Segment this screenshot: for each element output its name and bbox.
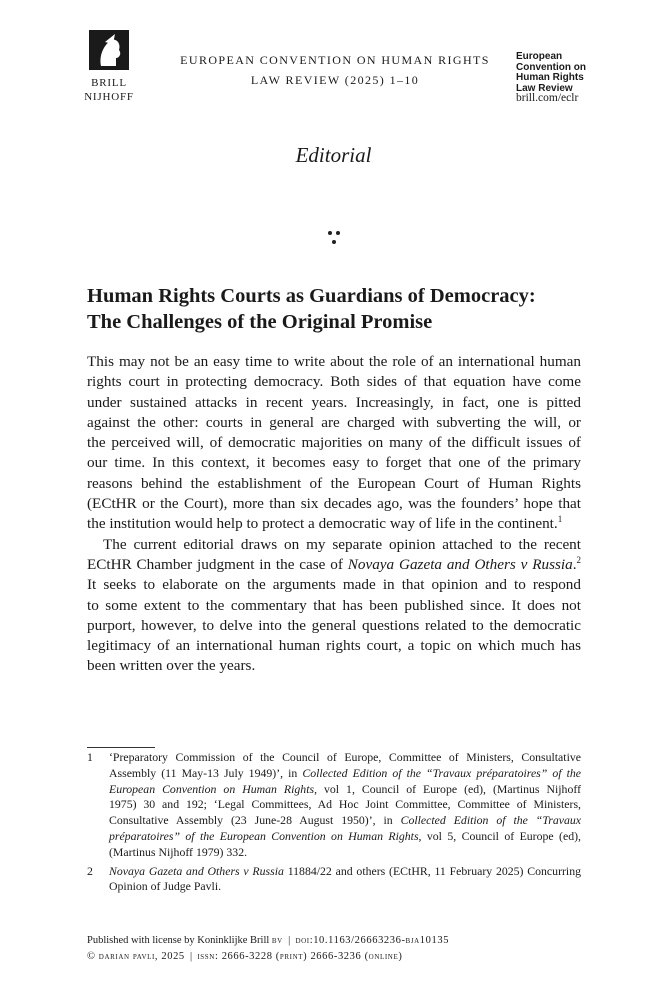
text-line: purport, however, to delve into the general questions related to the democratic bbox=[87, 616, 581, 634]
brand-line: Law Review bbox=[516, 82, 573, 94]
brand-line: European bbox=[516, 51, 563, 62]
section-heading: Editorial bbox=[295, 143, 372, 167]
separator: | bbox=[282, 935, 296, 946]
text-span: Collected Edition of the “Travaux bbox=[400, 813, 581, 828]
text-span: , vol 1, Council of Europe (ed), (Martinus Nijhoff bbox=[314, 781, 582, 796]
footnote-2 bbox=[87, 864, 581, 896]
license-bv: bv bbox=[271, 935, 283, 946]
journal-url[interactable]: brill.com/eclr bbox=[516, 92, 579, 104]
text-line: against the other: courts in general are charged with subverting the will, or bbox=[87, 413, 581, 431]
brill-logo bbox=[89, 30, 129, 70]
text-line: The current editorial draws on my separate opinion attached to the recent bbox=[103, 535, 581, 553]
text-line: to some extent to the commentary that has been published since. It does not bbox=[87, 596, 581, 614]
footnote-1 bbox=[87, 750, 581, 861]
footnote-divider bbox=[87, 747, 155, 748]
paragraph-2 bbox=[87, 535, 581, 677]
text-line: (ECtHR or the Court), more than six decades ago, was the founders’ hope that bbox=[87, 495, 581, 513]
text-line: the perceived will, of democratic majorities on many of the difficult issues of bbox=[87, 434, 581, 452]
text-line: It seeks to elaborate on the arguments made in that opinion and to respond bbox=[87, 576, 581, 594]
doi[interactable]: doi:10.1163/26663236-bja10135 bbox=[295, 935, 450, 946]
text-span: , vol 5, Council of Europe (ed), bbox=[418, 828, 581, 843]
separator: | bbox=[184, 951, 198, 962]
title-line: Human Rights Courts as Guardians of Democracy: bbox=[87, 285, 536, 307]
text-span: préparatoires” of the European Convention on Human Rights bbox=[109, 828, 419, 843]
brand-line: Convention on bbox=[516, 61, 586, 73]
footnote-ref-2[interactable]: 2 bbox=[576, 554, 581, 565]
text-line: reasons behind the establishment of the European Court of Human Rights bbox=[87, 474, 581, 492]
text-span: . bbox=[572, 555, 577, 573]
text-line: been written over the years. bbox=[87, 657, 256, 675]
text-span: Consultative Assembly (23 June-28 August 1950)’, in bbox=[109, 813, 401, 828]
article-body bbox=[87, 352, 581, 677]
text-line: our time. In this context, it becomes easy to forget that one of the primary bbox=[87, 454, 581, 472]
title-line: The Challenges of the Original Promise bbox=[87, 311, 433, 333]
case-name: Novaya Gazeta and Others v Russia bbox=[347, 555, 573, 573]
article-title bbox=[87, 283, 587, 335]
text-span: Novaya Gazeta and Others v Russia bbox=[109, 863, 284, 878]
text-line: rights court in protecting democracy. Both sides of that equation have come bbox=[87, 373, 581, 391]
page-footer bbox=[87, 933, 449, 965]
text-line: (Martinus Nijhoff 1979) 332. bbox=[109, 844, 248, 859]
footnote-ref-1[interactable]: 1 bbox=[557, 514, 563, 525]
text-line: ‘Preparatory Commission of the Council of Europe, Committee of Ministers, Consultative bbox=[109, 750, 581, 764]
text-line: the institution would help to protect a democratic way of life in the continent. bbox=[87, 515, 558, 533]
text-line: Opinion of Judge Pavli. bbox=[109, 879, 222, 894]
text-span: European Convention on Human Rights bbox=[109, 781, 315, 796]
text-span: ECtHR Chamber judgment in the case of bbox=[87, 555, 348, 573]
ornament-dots-icon bbox=[322, 228, 346, 248]
issn: issn: 2666-3228 (print) 2666-3236 (online) bbox=[197, 951, 403, 962]
journal-title: EUROPEAN CONVENTION ON HUMAN RIGHTS bbox=[180, 53, 490, 67]
publisher-name-2: NIJHOFF bbox=[84, 91, 134, 103]
paragraph-1 bbox=[87, 352, 581, 535]
footnote-number: 1 bbox=[87, 750, 93, 764]
text-line: This may not be an easy time to write about the role of an international human bbox=[87, 353, 581, 370]
text-span: Assembly (11 May-13 July 1949)’, in bbox=[109, 765, 303, 780]
text-line: 1975) 30 and 192; ‘Legal Committees, Ad Hoc Joint Committee, Committee of Ministers, bbox=[109, 797, 581, 812]
footnotes bbox=[87, 750, 581, 895]
text-span: Collected Edition of the “Travaux préparatoires” of the bbox=[302, 765, 582, 780]
license-text: Published with license by Koninklijke Brill bbox=[87, 935, 270, 946]
brand-line: Human Rights bbox=[516, 72, 584, 83]
text-line: legitimacy of an international human rights court, a topic on which much has bbox=[87, 637, 581, 655]
publisher-name: BRILL bbox=[91, 77, 127, 89]
copyright: © darian pavli, 2025 bbox=[87, 951, 185, 962]
journal-brand bbox=[516, 52, 586, 94]
journal-citation: LAW REVIEW (2025) 1–10 bbox=[250, 73, 420, 87]
text-line: under sustained attacks in recent years. Increasingly, in fact, one is pitted bbox=[87, 393, 581, 411]
text-span: 11884/22 and others (ECtHR, 11 February 2025) Concurring bbox=[283, 863, 581, 878]
footnote-number: 2 bbox=[87, 863, 93, 878]
